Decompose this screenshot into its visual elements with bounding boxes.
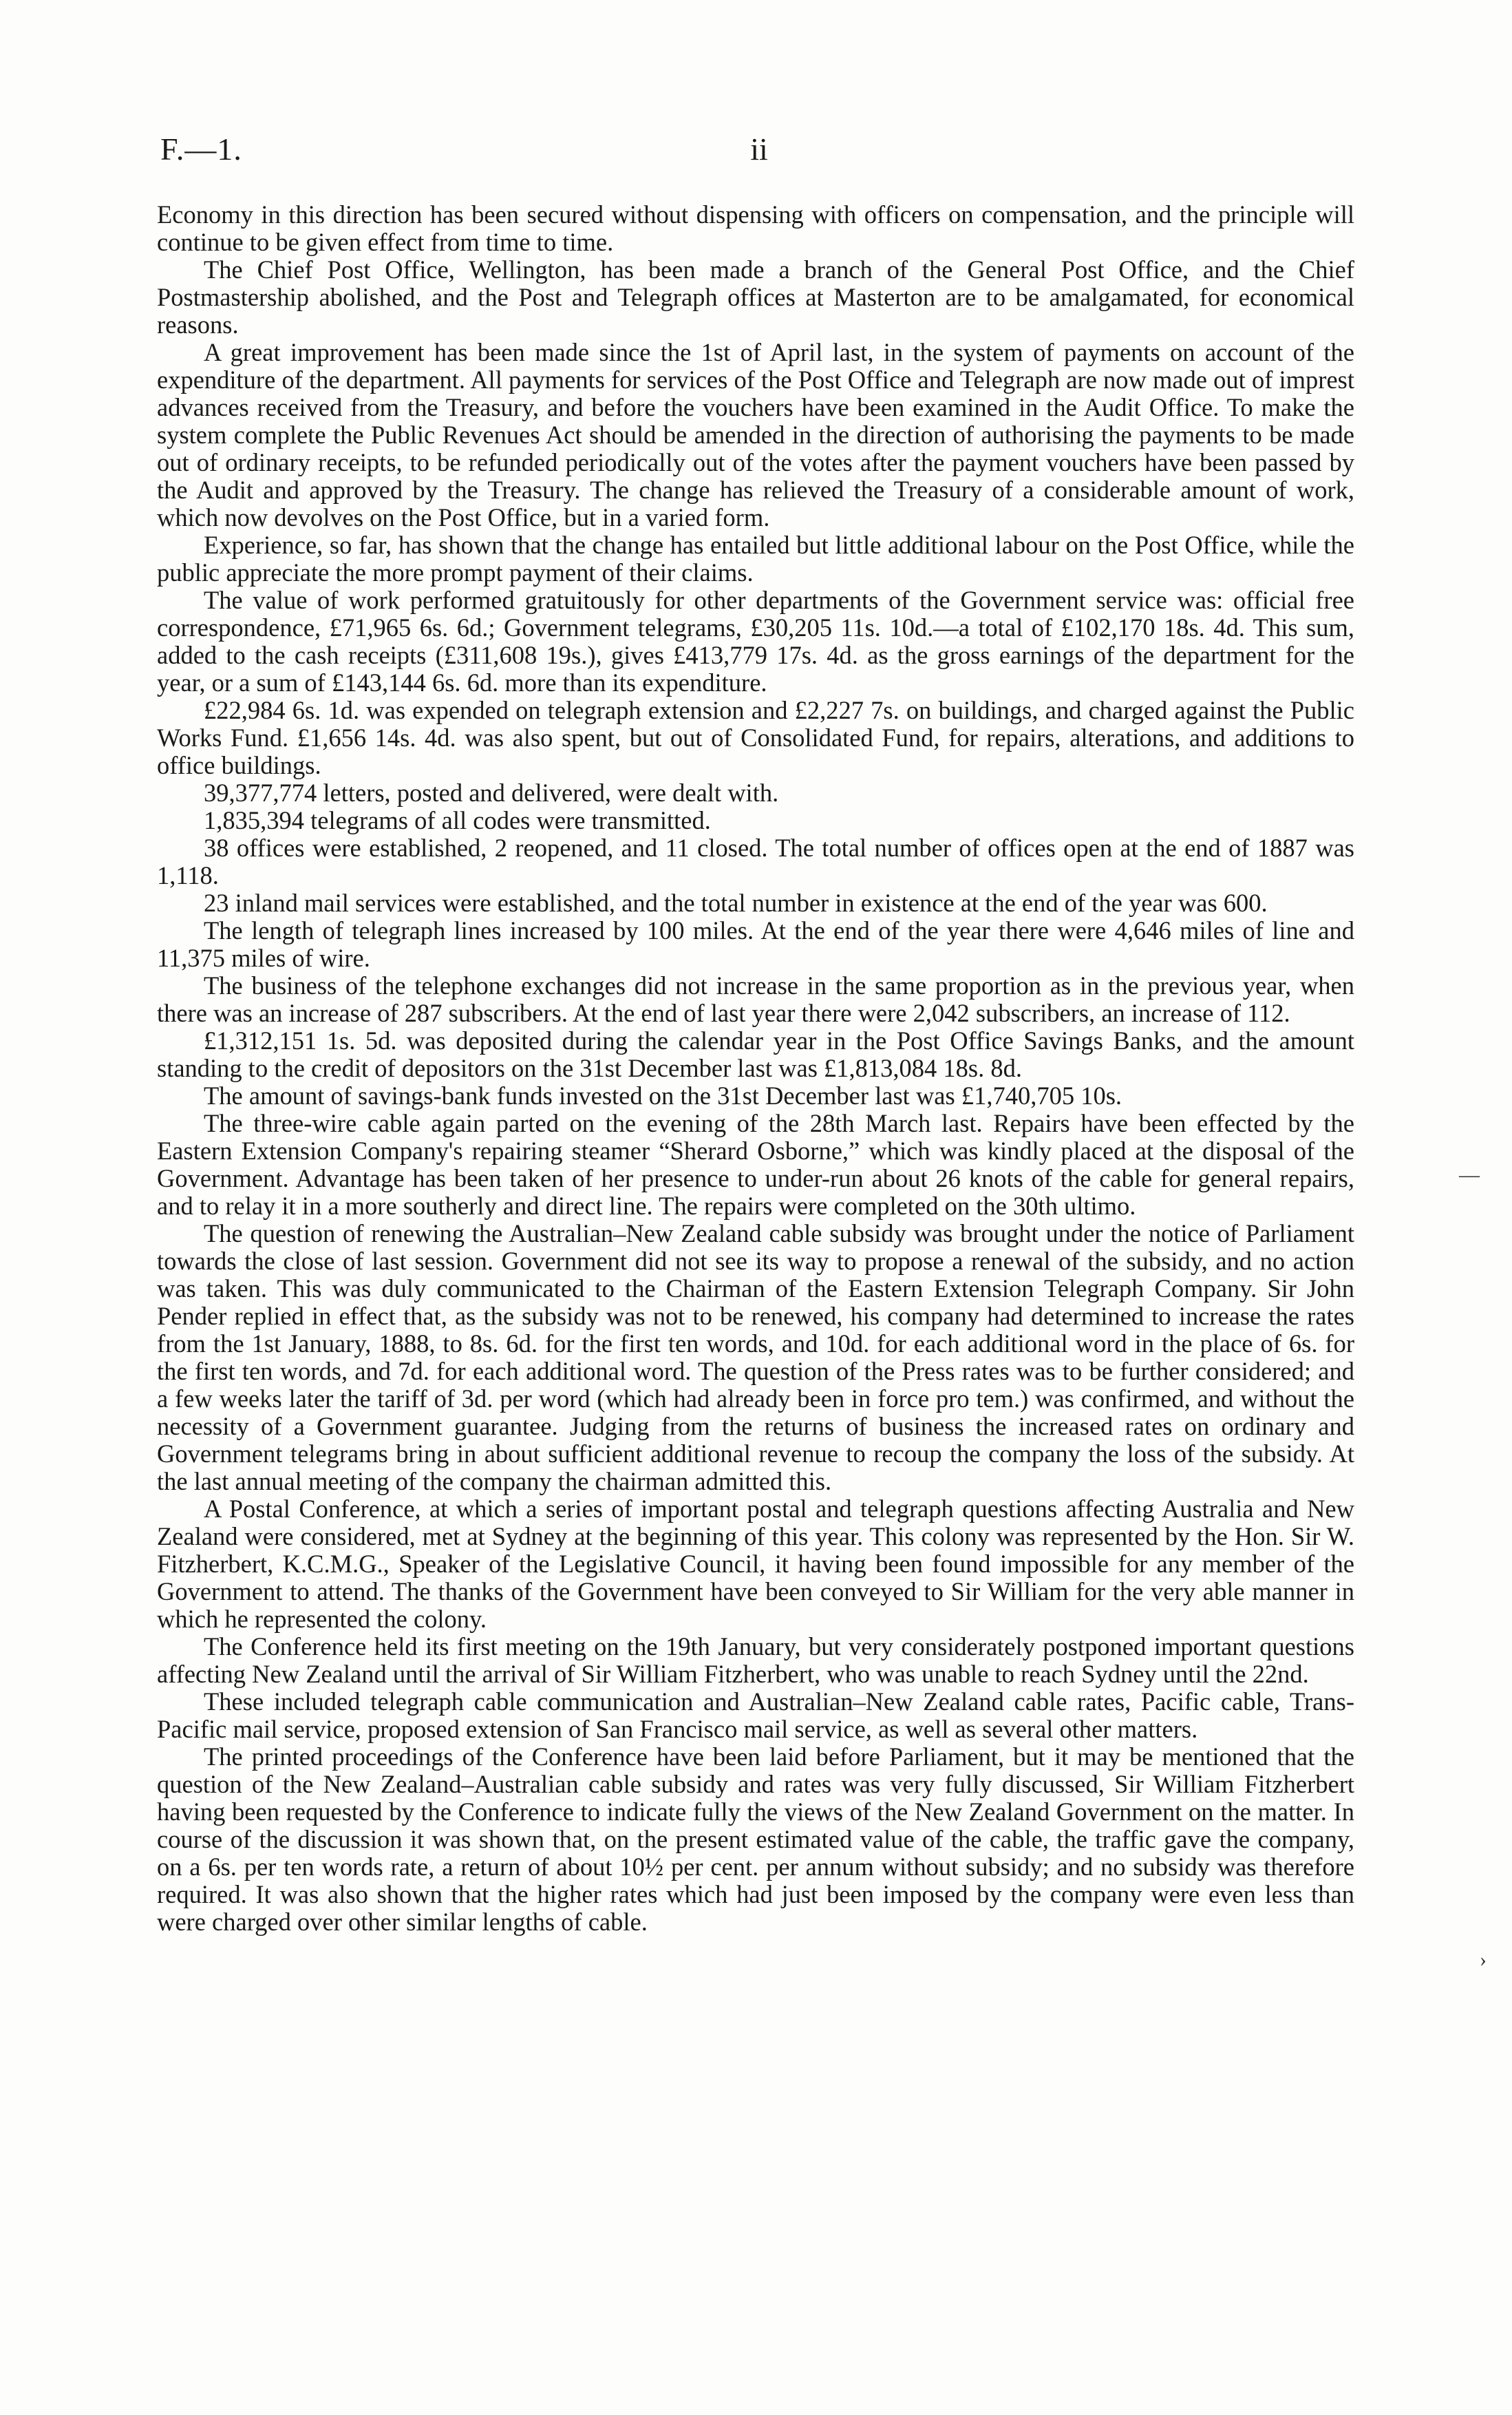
page-header <box>160 131 1351 172</box>
paragraph-offices: 38 offices were established, 2 reopened, and 11 closed. The total number of offices open at the end of 1887 was 1,118. <box>157 834 1354 889</box>
paragraph-cable-repair: The three-wire cable again parted on the evening of the 28th March last. Repairs have been effected by the Eastern Extension Company's repairing steamer “Sherard Osborne,” which was kindly placed at the disposal of the Government. Advantage has been taken of her presence to under-run about 26 knots of the cable for general repairs, and to relay it in a more southerly and direct line. The repairs were completed on the 30th ultimo. <box>157 1109 1354 1220</box>
paragraph-savings-invested: The amount of savings-bank funds invested on the 31st December last was £1,740,705 10s. <box>204 1082 1122 1110</box>
paragraph-expenditure: £22,984 6s. 1d. was expended on telegraph extension and £2,227 7s. on buildings, and charged against the Public Works Fund. £1,656 14s. 4d. was also spent, but out of Consolidated Fund, for repairs, alterations, and additions to office buildings. <box>157 696 1354 779</box>
body-text <box>157 201 1354 1936</box>
paragraph-mail-services: 23 inland mail services were established, and the total number in existence at the end of the year was 600. <box>204 889 1268 917</box>
paragraph-postal-conference: A Postal Conference, at which a series of important postal and telegraph questions affecting Australia and New Zealand were considered, met at Sydney at the beginning of this year. This colony was represented by the Hon. Sir W. Fitzherbert, K.C.M.G., Speaker of the Legislative Council, it having been found impossible for any member of the Government to attend. The thanks of the Government have been conveyed to Sir William for the very able manner in which he represented the colony. <box>157 1495 1354 1633</box>
paragraph-chief-post-office: The Chief Post Office, Wellington, has been made a branch of the General Post Office, and the Chief Postmastership abolished, and the Post and Telegraph offices at Masterton are to be amalgamated, for economical reasons. <box>157 255 1354 339</box>
paragraph-topics: These included telegraph cable communication and Australian–New Zealand cable rates, Pacific cable, Trans-Pacific mail service, proposed extension of San Francisco mail service, as well as several other matters. <box>157 1687 1354 1743</box>
paragraph-proceedings: The printed proceedings of the Conference have been laid before Parliament, but it may be mentioned that the question of the New Zealand–Australian cable subsidy and rates was very fully discussed, Sir William Fitzherbert having been requested by the Conference to indicate fully the views of the New Zealand Government on the matter. In course of the discussion it was shown that, on the present estimated value of the cable, the traffic gave the company, on a 6s. per ten words rate, a return of about 10½ per cent. per annum without subsidy; and no subsidy was therefore required. It was also shown that the higher rates which had just been imposed by the company were even less than were charged over other similar lengths of cable. <box>157 1742 1354 1936</box>
paragraph-gratuitous-work: The value of work performed gratuitously for other departments of the Government service was: official free correspondence, £71,965 6s. 6d.; Government telegrams, £30,205 11s. 10d.—a total of £102,170 18s. 4d. This sum, added to the cash receipts (£311,608 19s.), gives £413,779 17s. 4d. as the gross earnings of the department for the year, or a sum of £143,144 6s. 6d. more than its expenditure. <box>157 586 1354 697</box>
paragraph-economy: Economy in this direction has been secured without dispensing with officers on compensation, and the principle will continue to be given effect from time to time. <box>157 200 1354 256</box>
paragraph-experience: Experience, so far, has shown that the change has entailed but little additional labour on the Post Office, while the public appreciate the more prompt payment of their claims. <box>157 531 1354 587</box>
document-reference: F.—1. <box>160 131 242 167</box>
paragraph-savings-deposits: £1,312,151 1s. 5d. was deposited during the calendar year in the Post Office Savings Banks, and the amount standing to the credit of depositors on the 31st December last was £1,813,084 18s. 8d. <box>157 1026 1354 1082</box>
paragraph-letters: 39,377,774 letters, posted and delivered, were dealt with. <box>204 779 779 807</box>
margin-tick-mark: › <box>1480 1948 1487 1971</box>
paragraph-payments-system: A great improvement has been made since the 1st of April last, in the system of payments on account of the expenditure of the department. All payments for services of the Post Office and Telegraph are now made out of imprest advances received from the Treasury, and before the vouchers have been examined in the Audit Office. To make the system complete the Public Revenues Act should be amended in the direction of authorising the payments to be made out of ordinary receipts, to be refunded periodically out of the votes after the payment vouchers have been passed by the Audit and approved by the Treasury. The change has relieved the Treasury of a considerable amount of work, which now devolves on the Post Office, but in a varied form. <box>157 338 1354 531</box>
paragraph-telegrams: 1,835,394 telegrams of all codes were transmitted. <box>204 806 711 834</box>
paragraph-first-meeting: The Conference held its first meeting on the 19th January, but very considerately postponed important questions affecting New Zealand until the arrival of Sir William Fitzherbert, who was unable to reach Sydney until the 22nd. <box>157 1632 1354 1688</box>
paragraph-telegraph-lines: The length of telegraph lines increased by 100 miles. At the end of the year there were 4,646 miles of line and 11,375 miles of wire. <box>157 916 1354 972</box>
page-number: ii <box>750 131 768 167</box>
paragraph-telephone: The business of the telephone exchanges did not increase in the same proportion as in the previous year, when there was an increase of 287 subscribers. At the end of last year there were 2,042 subscribers, an increase of 112. <box>157 971 1354 1027</box>
paragraph-cable-subsidy: The question of renewing the Australian–New Zealand cable subsidy was brought under the notice of Parliament towards the close of last session. Government did not see its way to propose a renewal of the subsidy, and no action was taken. This was duly communicated to the Chairman of the Eastern Extension Telegraph Company. Sir John Pender replied in effect that, as the subsidy was not to be renewed, his company had determined to increase the rates from the 1st January, 1888, to 8s. 6d. for the first ten words, and 10d. for each additional word in the place of 6s. for the first ten words, and 7d. for each additional word. The question of the Press rates was to be further considered; and a few weeks later the tariff of 3d. per word (which had already been in force pro tem.) was confirmed, and without the necessity of a Government guarantee. Judging from the returns of business the increased rates on ordinary and Government telegrams bring in about sufficient additional revenue to recoup the company the loss of the subsidy. At the last annual meeting of the company the chairman admitted this. <box>157 1219 1354 1495</box>
margin-dash-mark: — <box>1459 1163 1480 1186</box>
